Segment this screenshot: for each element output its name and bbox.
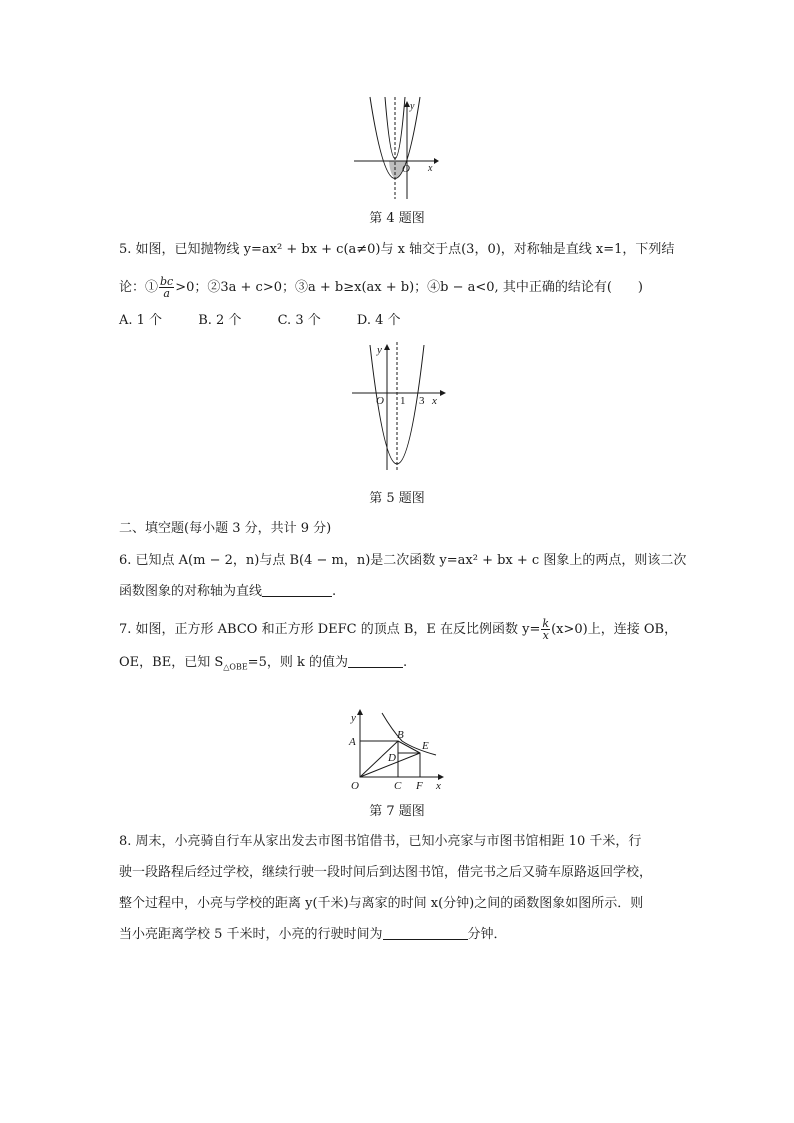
- section-2-title: 二、填空题(每小题 3 分，共计 9 分): [119, 521, 332, 536]
- q6-answer-blank[interactable]: [262, 582, 332, 597]
- fig7-y-label: y: [351, 712, 356, 724]
- q7-subscript: △OBE: [223, 662, 248, 672]
- fig7-label-e: E: [422, 740, 429, 752]
- q7-frac-num: k: [542, 617, 550, 630]
- q8-line3: 整个过程中，小亮与学校的距离 y(千米)与离家的时间 x(分钟)之间的函数图象如图所示．则: [119, 896, 644, 911]
- fig7-label-f: F: [416, 780, 423, 792]
- q5-frac-den: a: [163, 287, 170, 300]
- fig7-label-d: D: [388, 752, 396, 764]
- q7-line1: [119, 618, 677, 641]
- q6-line2-end: .: [332, 584, 337, 599]
- fig5-tick-1: 1: [400, 395, 406, 407]
- q7-line2-post: =5，则 k 的值为: [247, 655, 348, 670]
- figure-7-graph: [342, 705, 447, 795]
- q5-fraction: [159, 276, 174, 299]
- q5-line1: 5. 如图，已知抛物线 y=ax² + bx + c(a≠0)与 x 轴交于点(3，0)，对称轴是直线 x=1，下列结: [119, 242, 675, 257]
- figure-5-graph: [350, 340, 450, 472]
- q8-line4-end: 分钟．: [467, 927, 507, 942]
- q5-frac-num: bc: [160, 275, 174, 288]
- q6-line2: [119, 582, 336, 602]
- fig4-x-label: x: [428, 163, 433, 174]
- fig4-y-label: y: [410, 101, 415, 112]
- q5-option-c: C. 3 个: [277, 313, 321, 328]
- fig4-origin-label: O: [402, 163, 410, 175]
- q5-option-a: A. 1 个: [119, 313, 163, 328]
- q7-line2-pre: OE，BE，已知 S: [119, 655, 224, 670]
- q8-line1: 8. 周末，小亮骑自行车从家出发去市图书馆借书，已知小亮家与市图书馆相距 10 千米，行: [119, 834, 642, 849]
- fig7-label-c: C: [394, 780, 402, 792]
- fig5-origin-label: O: [376, 395, 384, 407]
- q6-line1: 6. 已知点 A(m − 2，n)与点 B(4 − m，n)是二次函数 y=ax² + bx + c 图象上的两点，则该二次: [119, 553, 687, 568]
- q5-options: [119, 311, 433, 331]
- figure-4-graph: [350, 95, 440, 200]
- figure-4-caption: 第 4 题图: [369, 211, 425, 226]
- fig7-origin-label: O: [351, 780, 359, 792]
- figure-7-caption: 第 7 题图: [369, 804, 425, 819]
- q5-option-d: D. 4 个: [356, 313, 401, 328]
- figure-5: [350, 340, 450, 472]
- fig7-label-b: B: [397, 729, 404, 741]
- q5-line2-pre: 论：①: [119, 280, 159, 295]
- q7-line1-pre: 7. 如图，正方形 ABCO 和正方形 DEFC 的顶点 B，E 在反比例函数 y=: [119, 622, 541, 637]
- q5-option-b: B. 2 个: [198, 313, 242, 328]
- q8-line2: 驶一段路程后经过学校，继续行驶一段时间后到达图书馆，借完书之后又骑车原路返回学校，: [119, 865, 653, 880]
- q8-line4-text: 当小亮距离学校 5 千米时，小亮的行驶时间为: [119, 927, 383, 942]
- q5-line2: [119, 276, 643, 299]
- q7-line2: [119, 653, 407, 678]
- figure-4: [350, 95, 440, 200]
- fig7-label-a: A: [349, 736, 356, 748]
- q8-answer-blank[interactable]: [383, 925, 468, 940]
- figure-7: [342, 705, 447, 795]
- q7-answer-blank[interactable]: [348, 653, 403, 668]
- q7-line2-end: .: [402, 655, 408, 670]
- fig5-tick-3: 3: [419, 395, 425, 407]
- q5-line2-post: >0；②3a + c>0；③a + b≥x(ax + b)；④b − a<0, 其中正确的结论有( ): [175, 280, 643, 295]
- q7-line1-post: (x>0)上，连接 OB，: [551, 622, 678, 637]
- q6-line2-text: 函数图象的对称轴为直线: [119, 584, 263, 599]
- figure-5-caption: 第 5 题图: [369, 491, 425, 506]
- fig7-x-label: x: [436, 780, 441, 792]
- q7-frac-den: x: [542, 629, 549, 642]
- q8-line4: [119, 925, 507, 945]
- fig5-x-label: x: [432, 395, 437, 407]
- q7-fraction: [541, 618, 550, 641]
- fig5-y-label: y: [377, 344, 382, 356]
